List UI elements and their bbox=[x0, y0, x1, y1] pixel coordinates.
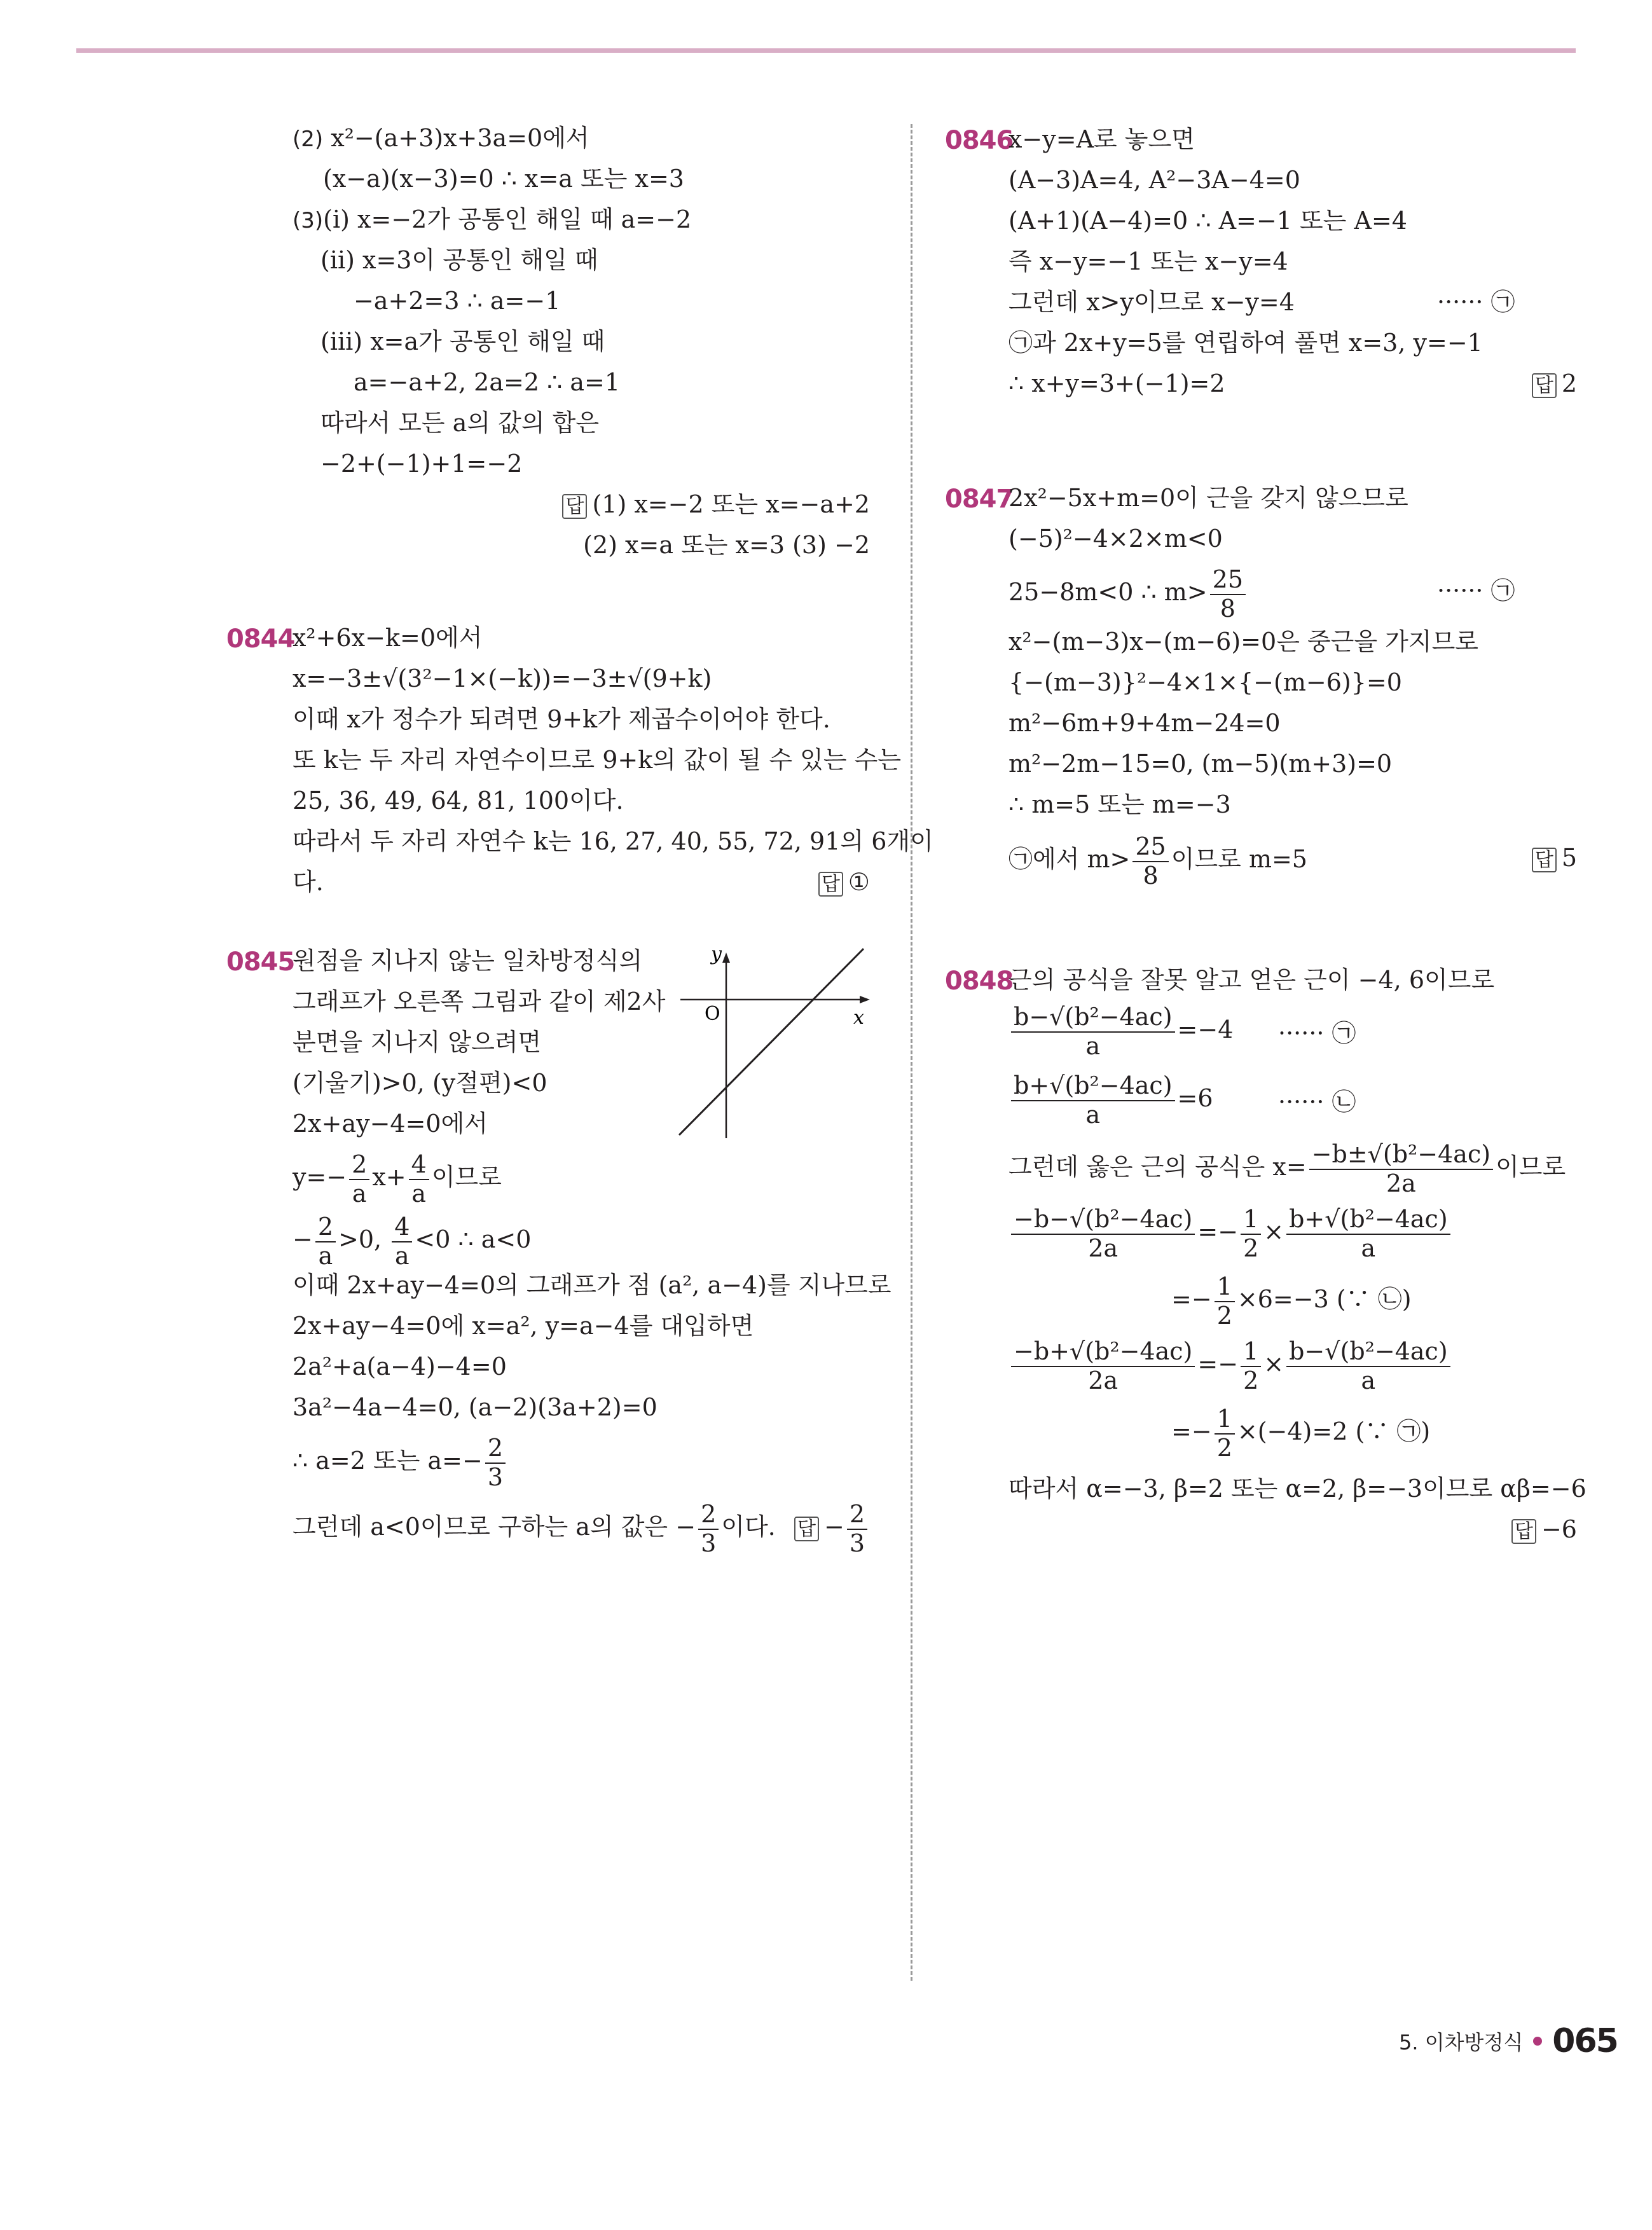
line: y=− $\frac{2}{a}$ x+ $\frac{4}{a}$ 이므로 bbox=[293, 1150, 502, 1208]
x-axis-arrow bbox=[860, 996, 870, 1003]
equation-tag: ······ ㉠ bbox=[1278, 1019, 1356, 1047]
fraction: $\frac{\text{b−√(b²−4ac)}}{a}$ bbox=[1011, 1003, 1175, 1060]
answer: 답 5 bbox=[1532, 846, 1577, 870]
line: 이때 x가 정수가 되려면 9+k가 제곱수이어야 한다. bbox=[293, 705, 830, 733]
equation-tag: ······ ㉠ bbox=[1437, 577, 1515, 605]
bullet-icon bbox=[1533, 2037, 1542, 2046]
line: a=−a+2, 2a=2 ∴ a=1 bbox=[354, 368, 621, 396]
line: {−(m−3)}²−4×1×{−(m−6)}=0 bbox=[1008, 668, 1402, 696]
line: 분면을 지나지 않으려면 bbox=[293, 1028, 542, 1056]
line: 근의 공식을 잘못 알고 얻은 근이 −4, 6이므로 bbox=[1008, 966, 1495, 994]
answer: 답 2 bbox=[1532, 371, 1577, 396]
line: ∴ x+y=3+(−1)=2 bbox=[1008, 369, 1225, 397]
line: − $\frac{2}{a}$ >0, $\frac{4}{a}$ <0 ∴ a<0 bbox=[293, 1213, 532, 1270]
line: ∴ a=2 또는 a=− $\frac{2}{3}$ bbox=[293, 1435, 508, 1491]
line: 그런데 옳은 근의 공식은 x= $\frac{\text{−b±√(b²−4ac)}}{2a}$ 이므로 bbox=[1008, 1140, 1566, 1197]
answer: 답 − $\frac{2}{3}$ bbox=[794, 1501, 870, 1557]
fraction: $\frac{\text{b+√(b²−4ac)}}{a}$ bbox=[1011, 1072, 1175, 1129]
line: x=−3±√(3²−1×(−k))=−3±√(9+k) bbox=[293, 664, 712, 692]
x-axis-label: x bbox=[853, 1007, 864, 1029]
line: =− $\frac{1}{2}$ ×(−4)=2 (∵ ㉠) bbox=[1171, 1405, 1431, 1462]
line: (ⅱ) x=3이 공통인 해일 때 bbox=[320, 246, 598, 274]
line: (A−3)A=4, A²−3A−4=0 bbox=[1008, 166, 1300, 194]
fraction: $\frac{4}{a}$ bbox=[409, 1151, 429, 1208]
line: (기울기)>0, (y절편)<0 bbox=[293, 1069, 547, 1097]
line: ∴ m=5 또는 m=−3 bbox=[1008, 790, 1231, 818]
line: ㉠과 2x+y=5를 연립하여 풀면 x=3, y=−1 bbox=[1008, 329, 1483, 357]
fraction: $\frac{1}{2}$ bbox=[1241, 1338, 1261, 1394]
line: 이때 2x+ay−4=0의 그래프가 점 (a², a−4)를 지나므로 bbox=[293, 1271, 891, 1299]
fraction: $\frac{25}{8}$ bbox=[1210, 566, 1246, 623]
line: (x−a)(x−3)=0 ∴ x=a 또는 x=3 bbox=[323, 165, 684, 193]
problem-number: 0844 bbox=[226, 624, 295, 654]
problem-number: 0847 bbox=[945, 485, 1014, 514]
line: 다. bbox=[293, 868, 324, 896]
fraction: $\frac{2}{a}$ bbox=[349, 1151, 369, 1208]
line: $\frac{\text{−b+√(b²−4ac)}}{2a}$ =− $\frac{1}{2}$ × $\frac{\text{b−√(b²−4ac)}}{a}$ bbox=[1008, 1338, 1453, 1394]
line: x−y=A로 놓으면 bbox=[1008, 125, 1195, 153]
line: 그래프가 오른쪽 그림과 같이 제2사 bbox=[293, 988, 666, 1015]
y-axis-label: y bbox=[711, 943, 722, 965]
line: 또 k는 두 자리 자연수이므로 9+k의 값이 될 수 있는 수는 bbox=[293, 746, 902, 774]
line: ㉠에서 m> $\frac{25}{8}$ 이므로 m=5 bbox=[1008, 832, 1307, 890]
line: 따라서 α=−3, β=2 또는 α=2, β=−3이므로 αβ=−6 bbox=[1008, 1475, 1587, 1503]
problem-number: 0846 bbox=[945, 126, 1014, 155]
line: m²−2m−15=0, (m−5)(m+3)=0 bbox=[1008, 750, 1393, 778]
fraction: $\frac{4}{a}$ bbox=[392, 1213, 412, 1270]
problem-number: 0848 bbox=[945, 967, 1014, 996]
answer: 답 ① bbox=[818, 870, 870, 894]
fraction: $\frac{2}{3}$ bbox=[698, 1501, 719, 1557]
line: (ⅲ) x=a가 공통인 해일 때 bbox=[320, 327, 605, 355]
line: 그런데 a<0이므로 구하는 a의 값은 − $\frac{2}{3}$ 이다. bbox=[293, 1500, 776, 1557]
graph-line bbox=[679, 949, 864, 1135]
fraction: $\frac{1}{2}$ bbox=[1215, 1405, 1235, 1462]
line: 2x+ay−4=0에서 bbox=[293, 1110, 488, 1138]
origin-label: O bbox=[705, 1003, 720, 1025]
linear-graph-figure bbox=[674, 941, 878, 1151]
equation-tag: ······ ㉡ bbox=[1278, 1088, 1356, 1116]
line: 원점을 지나지 않는 일차방정식의 bbox=[293, 947, 643, 975]
line: 25−8m<0 ∴ m> $\frac{25}{8}$ bbox=[1008, 566, 1248, 623]
chapter-title: 5. 이차방정식 bbox=[1399, 2030, 1524, 2054]
fraction: $\frac{2}{a}$ bbox=[315, 1213, 336, 1270]
fraction: $\frac{\text{−b±√(b²−4ac)}}{2a}$ bbox=[1309, 1141, 1493, 1197]
line: 2a²+a(a−4)−4=0 bbox=[293, 1352, 507, 1380]
line: 2x²−5x+m=0이 근을 갖지 않으므로 bbox=[1008, 484, 1408, 512]
top-rule bbox=[76, 48, 1576, 53]
y-axis-arrow bbox=[722, 953, 730, 963]
fraction: $\frac{\text{−b+√(b²−4ac)}}{2a}$ bbox=[1011, 1338, 1195, 1394]
line: (3)(ⅰ) x=−2가 공통인 해일 때 a=−2 bbox=[293, 205, 692, 233]
page-number: 065 bbox=[1552, 2022, 1618, 2060]
line: x²+6x−k=0에서 bbox=[293, 624, 483, 652]
line: $\frac{\text{b+√(b²−4ac)}}{a}$ =6 bbox=[1008, 1072, 1213, 1129]
line: (−5)²−4×2×m<0 bbox=[1008, 525, 1223, 553]
line: 3a²−4a−4=0, (a−2)(3a+2)=0 bbox=[293, 1393, 657, 1421]
column-divider bbox=[911, 124, 912, 1981]
line: 25, 36, 49, 64, 81, 100이다. bbox=[293, 787, 624, 815]
line: (A+1)(A−4)=0 ∴ A=−1 또는 A=4 bbox=[1008, 207, 1407, 235]
line: $\frac{\text{−b−√(b²−4ac)}}{2a}$ =− $\frac{1}{2}$ × $\frac{\text{b+√(b²−4ac)}}{a}$ bbox=[1008, 1206, 1453, 1262]
fraction: $\frac{2}{3}$ bbox=[485, 1435, 506, 1491]
fraction: $\frac{25}{8}$ bbox=[1132, 833, 1168, 890]
fraction: $\frac{2}{3}$ bbox=[847, 1501, 867, 1557]
line: m²−6m+9+4m−24=0 bbox=[1008, 709, 1281, 737]
line: (2) x²−(a+3)x+3a=0에서 bbox=[293, 124, 589, 152]
problem-number: 0845 bbox=[226, 947, 295, 977]
line: 그런데 x>y이므로 x−y=4 bbox=[1008, 288, 1295, 316]
line: −a+2=3 ∴ a=−1 bbox=[354, 287, 561, 315]
fraction: $\frac{1}{2}$ bbox=[1241, 1206, 1261, 1262]
line: =− $\frac{1}{2}$ ×6=−3 (∵ ㉡) bbox=[1171, 1272, 1412, 1330]
line: 즉 x−y=−1 또는 x−y=4 bbox=[1008, 247, 1288, 275]
equation-tag: ······ ㉠ bbox=[1437, 288, 1515, 316]
answer: (2) x=a 또는 x=3 (3) −2 bbox=[583, 531, 870, 559]
line: 2x+ay−4=0에 x=a², y=a−4를 대입하면 bbox=[293, 1312, 754, 1340]
fraction: $\frac{1}{2}$ bbox=[1215, 1273, 1235, 1330]
line: −2+(−1)+1=−2 bbox=[320, 450, 523, 478]
line: 따라서 두 자리 자연수 k는 16, 27, 40, 55, 72, 91의 6개이 bbox=[293, 827, 933, 855]
fraction: $\frac{\text{b−√(b²−4ac)}}{a}$ bbox=[1286, 1338, 1450, 1394]
fraction: $\frac{\text{b+√(b²−4ac)}}{a}$ bbox=[1286, 1206, 1450, 1262]
line: 따라서 모든 a의 값의 합은 bbox=[320, 409, 600, 437]
answer: 답 −6 bbox=[1511, 1517, 1577, 1541]
fraction: $\frac{\text{−b−√(b²−4ac)}}{2a}$ bbox=[1011, 1206, 1195, 1262]
page-footer bbox=[1399, 2022, 1618, 2060]
line: $\frac{\text{b−√(b²−4ac)}}{a}$ =−4 bbox=[1008, 1003, 1233, 1060]
answer: 답 (1) x=−2 또는 x=−a+2 bbox=[562, 492, 870, 516]
line: x²−(m−3)x−(m−6)=0은 중근을 가지므로 bbox=[1008, 628, 1479, 656]
